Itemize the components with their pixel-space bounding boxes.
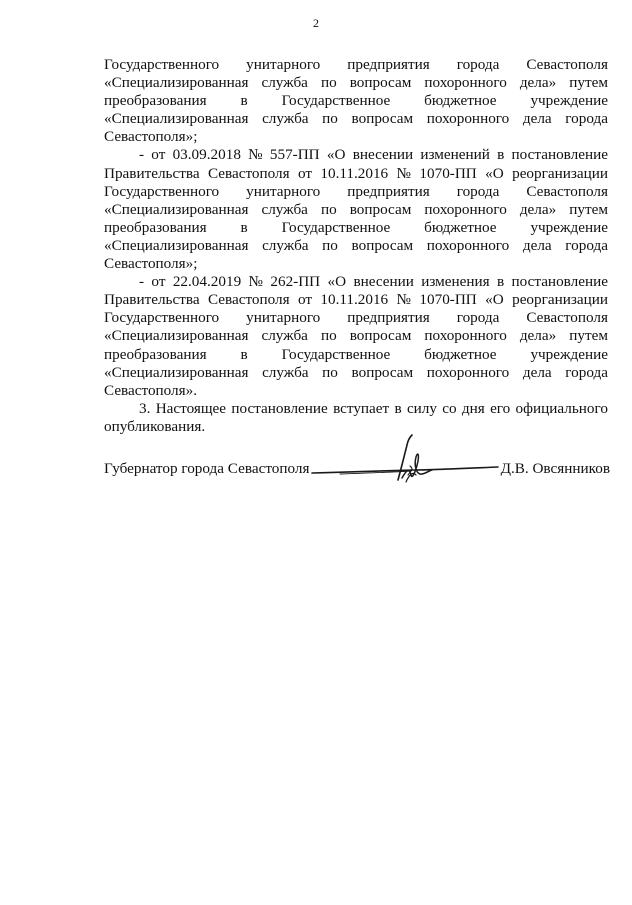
text-line [104,382,608,400]
word: реорганизации [512,164,608,182]
signer-name: Д.В. Овсянников [500,460,610,477]
word: Государственного [104,182,220,200]
text-line [104,92,608,110]
word: по [320,327,337,345]
word: служба [262,236,309,254]
text-line [104,110,608,128]
word: официального [515,399,608,417]
word: № [396,164,412,182]
word: 557-ПП [269,146,320,164]
word: постановление [511,273,608,291]
word: изменения [421,273,490,291]
word: от [151,273,166,291]
word: унитарного [246,309,321,327]
word: 3. [139,399,151,417]
word: путем [569,74,608,92]
word: Севастополя [207,164,290,182]
word: в [497,146,505,164]
word: города [456,182,500,200]
word: похоронного [426,110,510,128]
word: служба [261,200,308,218]
word: в [240,218,248,236]
word: города [456,56,500,73]
text-line [104,201,608,219]
word: вопросам [349,200,412,218]
word: бюджетное [424,345,497,363]
word: 22.04.2019 [172,273,242,291]
word: предприятия [347,182,430,200]
word: похоронного [424,74,507,92]
word: - [139,273,145,291]
word: служба [262,110,309,128]
word: Настоящее [155,399,227,417]
word: «Специализированная [104,363,249,381]
word: дела [522,363,552,381]
text-line [104,74,608,92]
word: вопросам [351,363,414,381]
text-line [104,364,608,382]
word: унитарного [246,182,321,200]
word: дня [461,399,485,417]
word: в [240,92,248,110]
word: 03.09.2018 [172,146,241,164]
text-line [104,183,608,201]
text-line [104,128,608,146]
text-line [104,255,608,273]
word: бюджетное [424,218,497,236]
word: похоронного [426,363,510,381]
word: преобразования [104,218,207,236]
word: силу [406,399,437,417]
word: Правительства [104,291,200,309]
word: служба [262,363,309,381]
word: Севастополя»; [104,128,198,146]
word: «О [327,273,347,291]
word: «О [485,291,504,309]
word: 1070-ПП [419,291,477,309]
word: - [139,146,145,164]
text-line [104,309,608,327]
word: по [322,363,338,381]
word: учреждение [530,218,608,236]
word: Севастополя»; [104,255,198,273]
word: дела [522,236,552,254]
word: Правительства [104,164,200,182]
word: от [297,291,312,309]
word: Государственное [281,92,391,110]
word: внесении [353,273,414,291]
word: Государственного [104,309,220,327]
word: «Специализированная [104,110,249,128]
word: изменений [420,146,490,164]
word: служба [261,74,308,92]
word: опубликования. [104,417,206,435]
word: дела [522,110,552,128]
text-line [104,346,608,364]
word: по [322,236,338,254]
word: постановление [511,146,608,164]
word: преобразования [104,92,207,110]
word: города [565,236,608,254]
word: дела» [519,200,557,218]
word: от [151,146,166,164]
word: похоронного [426,236,510,254]
word: Севастополя [207,291,290,309]
word: «О [326,146,346,164]
signature-stroke [402,454,432,478]
word: Севастополя [526,182,608,200]
word: Севастополя [526,56,608,73]
text-line [104,56,608,74]
page-number: 2 [313,16,319,30]
word: по [322,110,338,128]
word: постановление [231,399,328,417]
handwritten-signature [310,431,500,485]
word: «Специализированная [104,327,249,345]
word: по [320,200,337,218]
text-line [104,219,608,237]
word: вопросам [351,110,414,128]
word: № [248,273,264,291]
text-line [104,237,608,255]
text-line [104,400,608,418]
word: в [394,399,402,417]
signature-stroke [406,473,416,482]
word: его [490,399,511,417]
word: путем [569,200,608,218]
word: дела» [519,327,557,345]
word: «О [485,164,504,182]
word: Государственного [104,56,220,73]
word: унитарного [246,56,321,73]
word: предприятия [347,309,430,327]
text-line [104,273,608,291]
word: в [497,273,505,291]
word: города [456,309,500,327]
word: «Специализированная [104,236,249,254]
word: 262-ПП [270,273,321,291]
word: похоронного [424,200,507,218]
word: «Специализированная [104,74,249,92]
word: вопросам [349,74,412,92]
word: предприятия [347,56,430,73]
text-line [104,165,608,183]
word: вступает [333,399,390,417]
document-body [104,56,608,436]
word: от [297,164,312,182]
word: бюджетное [424,92,497,110]
word: вопросам [351,236,414,254]
word: «Специализированная [104,200,249,218]
word: 10.11.2016 [320,291,389,309]
word: реорганизации [512,291,608,309]
word: со [442,399,457,417]
word: в [240,345,248,363]
word: города [565,363,608,381]
word: № [396,291,412,309]
word: Севастополя». [104,381,198,399]
word: города [565,110,608,128]
word: вопросам [349,327,412,345]
word: 10.11.2016 [320,164,389,182]
signer-title: Губернатор города Севастополя [104,460,310,477]
word: Государственное [281,218,391,236]
word: Государственное [281,345,391,363]
word: похоронного [424,327,507,345]
word: служба [261,327,308,345]
word: путем [569,327,608,345]
text-line [104,291,608,309]
word: 1070-ПП [419,164,477,182]
word: преобразования [104,345,207,363]
word: учреждение [530,92,608,110]
word: учреждение [530,345,608,363]
word: дела» [519,74,557,92]
word: внесении [352,146,414,164]
text-line [104,327,608,345]
word: по [320,74,337,92]
text-line [104,146,608,164]
word: Севастополя [526,309,608,327]
word: № [248,146,263,164]
